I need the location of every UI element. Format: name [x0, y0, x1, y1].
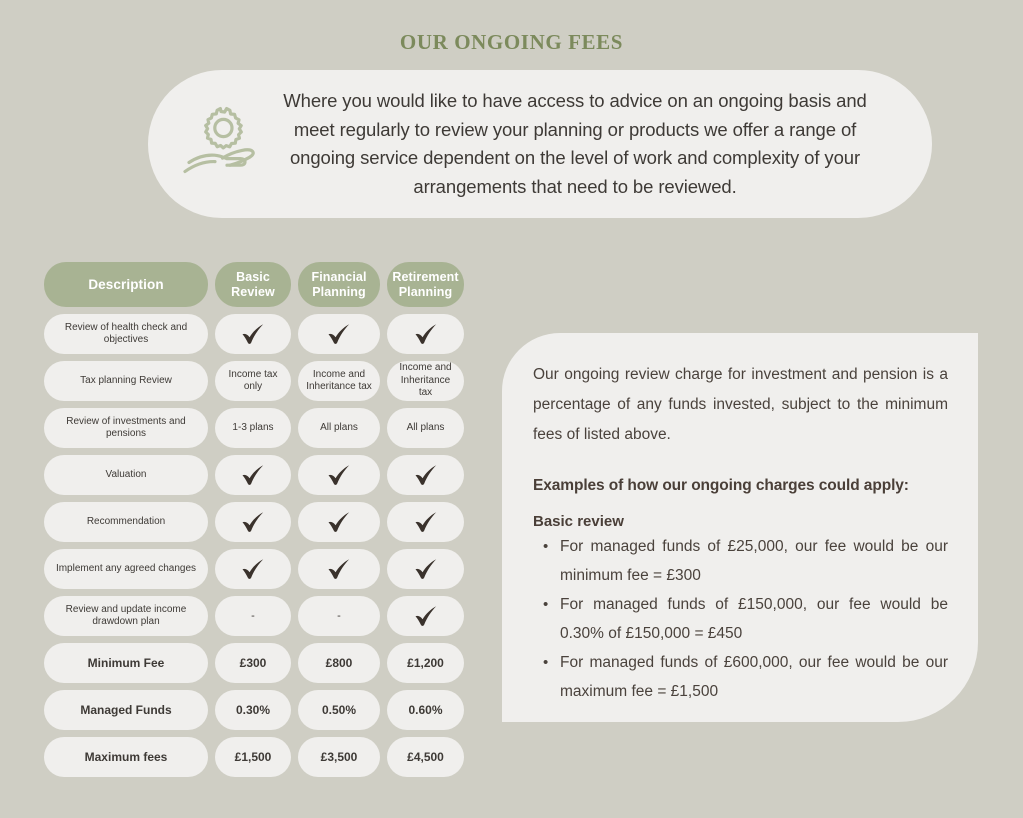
column-header-financial-planning: Financial Planning [298, 262, 380, 307]
cell-financial-planning [298, 549, 380, 589]
gear-in-hand-icon [178, 101, 264, 187]
table-row [44, 737, 464, 777]
cell-basic-review [215, 596, 291, 636]
row-description: Minimum Fee [44, 643, 208, 683]
check-icon [326, 464, 352, 486]
info-intro-text: Our ongoing review charge for investment and pension is a percentage of any funds invested, subject to the minimum fees of listed above. [533, 366, 948, 443]
cell-financial-planning: All plans [298, 408, 380, 448]
info-panel [502, 333, 978, 722]
info-examples-heading: Examples of how our ongoing charges could apply: [533, 477, 909, 494]
cell-retirement-planning [387, 549, 464, 589]
cell-retirement-planning [387, 502, 464, 542]
table-row [44, 549, 464, 589]
cell-basic-review [215, 502, 291, 542]
cell-retirement-planning [387, 596, 464, 636]
row-description: Managed Funds [44, 690, 208, 730]
row-description: Valuation [44, 455, 208, 495]
hero-description: Where you would like to have access to advice on an ongoing basis and meet regularly to review your planning or products we offer a range of ongoing service dependent on the level of work and complexity of your arrangements that need to be reviewed. [283, 90, 867, 197]
check-icon [240, 511, 266, 533]
check-icon [413, 464, 439, 486]
not-included-dash: - [337, 609, 341, 622]
page-title: OUR ONGOING FEES [399, 30, 624, 54]
cell-retirement-planning: £4,500 [387, 737, 464, 777]
cell-financial-planning: Income and Inheritance tax [298, 361, 380, 401]
cell-retirement-planning: All plans [387, 408, 464, 448]
table-row [44, 314, 464, 354]
table-row [44, 596, 464, 636]
cell-financial-planning: 0.50% [298, 690, 380, 730]
cell-basic-review: £1,500 [215, 737, 291, 777]
info-basic-review-subheading: Basic review [533, 513, 624, 530]
cell-basic-review: 0.30% [215, 690, 291, 730]
table-row [44, 408, 464, 448]
cell-retirement-planning [387, 455, 464, 495]
list-item: • For managed funds of £150,000, our fee would be 0.30% of £150,000 = £450 [560, 590, 948, 648]
list-item: • For managed funds of £25,000, our fee would be our minimum fee = £300 [560, 532, 948, 590]
column-header-basic-review: Basic Review [215, 262, 291, 307]
cell-basic-review [215, 549, 291, 589]
table-row [44, 643, 464, 683]
row-description: Review of health check and objectives [44, 314, 208, 354]
check-icon [240, 323, 266, 345]
hero-card [148, 70, 932, 218]
cell-basic-review [215, 314, 291, 354]
cell-financial-planning: £3,500 [298, 737, 380, 777]
list-item: • For managed funds of £600,000, our fee would be our maximum fee = £1,500 [560, 648, 948, 706]
table-row [44, 361, 464, 401]
check-icon [240, 558, 266, 580]
table-body [44, 314, 464, 777]
column-header-description: Description [44, 262, 208, 307]
row-description: Review of investments and pensions [44, 408, 208, 448]
cell-basic-review: 1-3 plans [215, 408, 291, 448]
cell-retirement-planning: £1,200 [387, 643, 464, 683]
fees-table [44, 262, 464, 784]
cell-basic-review [215, 455, 291, 495]
check-icon [413, 511, 439, 533]
cell-financial-planning: £800 [298, 643, 380, 683]
cell-retirement-planning: Income and Inheritance tax [387, 361, 464, 401]
column-header-retirement-planning: Retirement Planning [387, 262, 464, 307]
row-description: Implement any agreed changes [44, 549, 208, 589]
info-bullet-list [533, 532, 948, 706]
cell-retirement-planning [387, 314, 464, 354]
row-description: Maximum fees [44, 737, 208, 777]
row-description: Recommendation [44, 502, 208, 542]
cell-financial-planning [298, 502, 380, 542]
table-row [44, 502, 464, 542]
check-icon [326, 511, 352, 533]
cell-basic-review: £300 [215, 643, 291, 683]
check-icon [240, 464, 266, 486]
row-description: Review and update income drawdown plan [44, 596, 208, 636]
check-icon [413, 323, 439, 345]
row-description: Tax planning Review [44, 361, 208, 401]
table-row [44, 455, 464, 495]
cell-financial-planning [298, 314, 380, 354]
check-icon [413, 605, 439, 627]
table-header-row [44, 262, 464, 307]
cell-financial-planning [298, 455, 380, 495]
cell-financial-planning [298, 596, 380, 636]
cell-retirement-planning: 0.60% [387, 690, 464, 730]
check-icon [326, 558, 352, 580]
not-included-dash: - [251, 609, 255, 622]
check-icon [326, 323, 352, 345]
cell-basic-review: Income tax only [215, 361, 291, 401]
table-row [44, 690, 464, 730]
check-icon [413, 558, 439, 580]
